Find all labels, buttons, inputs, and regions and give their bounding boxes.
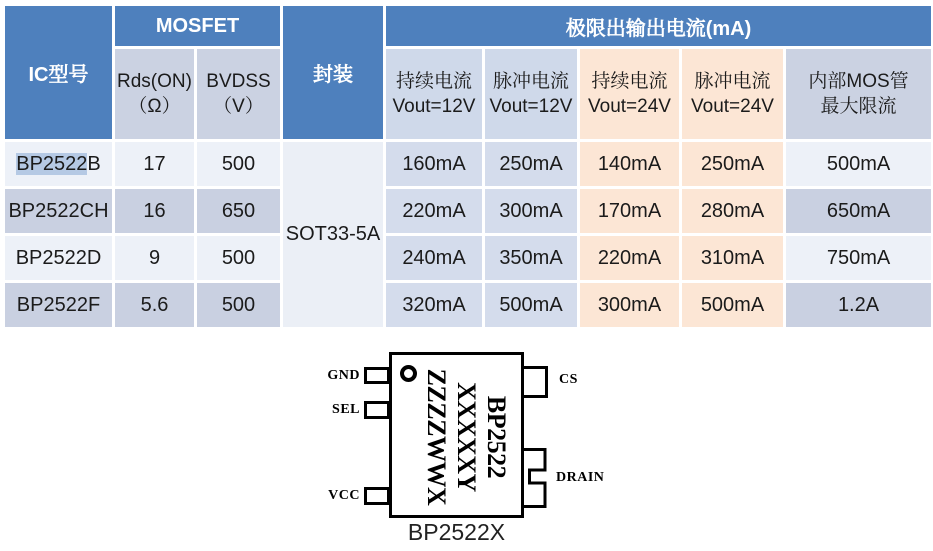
sel-pin bbox=[364, 401, 390, 419]
subheader-internal-mos bbox=[785, 48, 933, 141]
chip-marking bbox=[421, 362, 511, 512]
cell-pulse-12v: 300mA bbox=[484, 188, 579, 235]
header-mosfet-group: MOSFET bbox=[114, 5, 282, 48]
pin-label-cs: CS bbox=[559, 372, 578, 387]
cell-cont-24v: 140mA bbox=[579, 141, 681, 188]
subheader-cont-24v bbox=[579, 48, 681, 141]
spec-table bbox=[2, 3, 933, 330]
subheader-bvdss bbox=[196, 48, 282, 141]
cell-mos-limit: 1.2A bbox=[785, 282, 933, 329]
chip-caption: BP2522X bbox=[407, 519, 506, 545]
internal-mos-line2: 最大限流 bbox=[820, 96, 897, 117]
cont-24v-label: 持续电流 bbox=[591, 70, 668, 92]
table-row bbox=[4, 282, 933, 329]
marking-line-part: BP2522 bbox=[482, 395, 511, 479]
subheader-cont-12v bbox=[385, 48, 484, 141]
header-package: 封装 bbox=[282, 5, 385, 141]
model-text: B bbox=[87, 152, 101, 175]
cell-package: SOT33-5A bbox=[282, 141, 385, 329]
bvdss-label: BVDSS bbox=[206, 70, 271, 92]
cell-cont-24v: 170mA bbox=[579, 188, 681, 235]
marking-line-code: XXXXXY bbox=[452, 382, 481, 492]
table-row bbox=[4, 235, 933, 282]
cont-12v-cond: Vout=12V bbox=[392, 96, 476, 117]
subheader-pulse-12v bbox=[484, 48, 579, 141]
pin-label-sel: SEL bbox=[332, 402, 360, 417]
model-selected-text: BP2522 bbox=[16, 152, 88, 175]
cell-cont-24v: 300mA bbox=[579, 282, 681, 329]
cell-pulse-24v: 250mA bbox=[681, 141, 785, 188]
cell-cont-12v: 160mA bbox=[385, 141, 484, 188]
pin-label-gnd: GND bbox=[327, 368, 360, 383]
pulse-12v-label: 脉冲电流 bbox=[492, 70, 569, 92]
model-text: BP2522D bbox=[15, 246, 102, 269]
subheader-rds bbox=[114, 48, 196, 141]
rds-unit: （Ω） bbox=[128, 96, 181, 117]
cell-cont-12v: 240mA bbox=[385, 235, 484, 282]
cont-12v-label: 持续电流 bbox=[395, 70, 472, 92]
cell-bvdss: 500 bbox=[196, 141, 282, 188]
pin-label-drain: DRAIN bbox=[556, 470, 605, 485]
cell-model bbox=[4, 141, 114, 188]
pin-label-vcc: VCC bbox=[328, 488, 360, 503]
cell-model bbox=[4, 235, 114, 282]
cell-pulse-12v: 500mA bbox=[484, 282, 579, 329]
subheader-pulse-24v bbox=[681, 48, 785, 141]
rds-label: Rds(ON) bbox=[117, 70, 192, 92]
cell-rds: 17 bbox=[114, 141, 196, 188]
pulse-24v-label: 脉冲电流 bbox=[694, 70, 771, 92]
drain-pin bbox=[521, 448, 549, 508]
pulse-24v-cond: Vout=24V bbox=[691, 96, 774, 117]
cell-rds: 16 bbox=[114, 188, 196, 235]
model-text: BP2522CH bbox=[8, 199, 109, 222]
model-text: BP2522F bbox=[16, 293, 101, 316]
cell-cont-12v: 220mA bbox=[385, 188, 484, 235]
gnd-pin bbox=[364, 367, 390, 384]
cell-pulse-24v: 500mA bbox=[681, 282, 785, 329]
pin1-indicator-icon bbox=[400, 365, 417, 382]
cell-cont-24v: 220mA bbox=[579, 235, 681, 282]
cell-bvdss: 500 bbox=[196, 235, 282, 282]
cell-bvdss: 650 bbox=[196, 188, 282, 235]
pulse-12v-cond: Vout=12V bbox=[489, 96, 573, 117]
cell-mos-limit: 650mA bbox=[785, 188, 933, 235]
marking-line-datecode: ZZZZWWX bbox=[422, 368, 451, 506]
internal-mos-line1: 内部MOS管 bbox=[808, 70, 909, 92]
header-ic-model: IC型号 bbox=[4, 5, 114, 141]
cell-pulse-24v: 280mA bbox=[681, 188, 785, 235]
table-row bbox=[4, 141, 933, 188]
cell-bvdss: 500 bbox=[196, 282, 282, 329]
cell-mos-limit: 750mA bbox=[785, 235, 933, 282]
cell-rds: 5.6 bbox=[114, 282, 196, 329]
table-row bbox=[4, 188, 933, 235]
header-limit-current-group: 极限出输出电流(mA) bbox=[385, 5, 933, 48]
cell-rds: 9 bbox=[114, 235, 196, 282]
bvdss-unit: （V） bbox=[213, 96, 264, 117]
cell-model bbox=[4, 188, 114, 235]
cell-model bbox=[4, 282, 114, 329]
vcc-pin bbox=[364, 487, 390, 505]
cell-pulse-12v: 350mA bbox=[484, 235, 579, 282]
cell-cont-12v: 320mA bbox=[385, 282, 484, 329]
cell-mos-limit: 500mA bbox=[785, 141, 933, 188]
cell-pulse-12v: 250mA bbox=[484, 141, 579, 188]
cont-24v-cond: Vout=24V bbox=[588, 96, 671, 117]
cell-pulse-24v: 310mA bbox=[681, 235, 785, 282]
